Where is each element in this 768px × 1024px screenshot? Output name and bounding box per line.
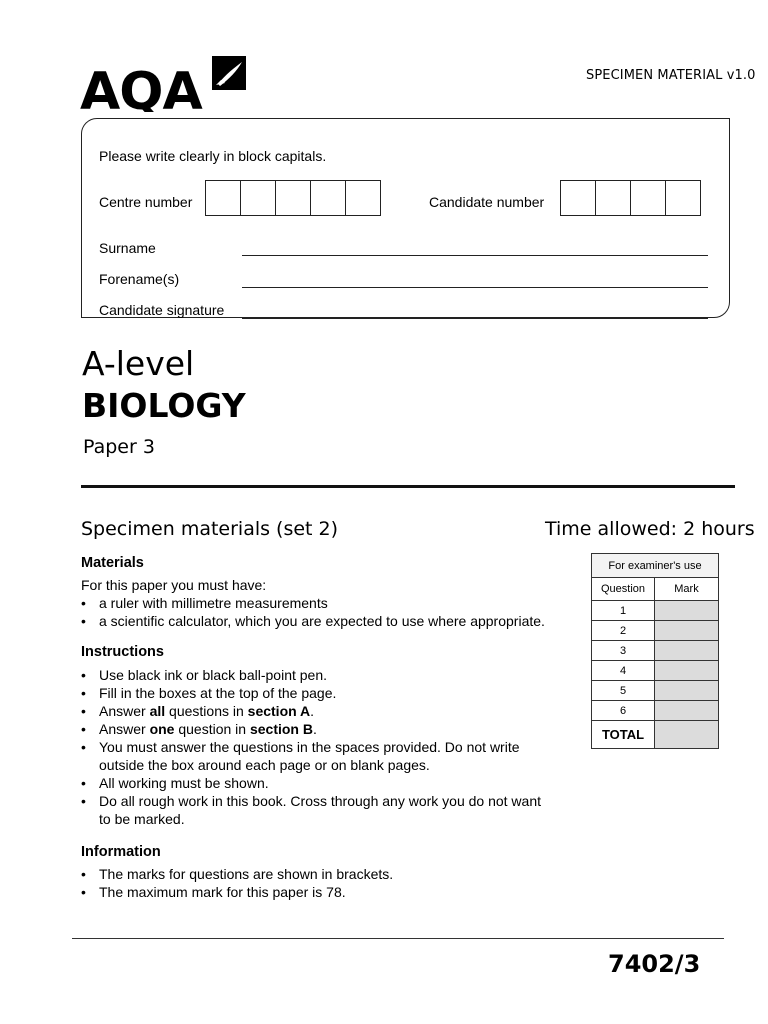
question-number: 5 [592,681,655,701]
candidate-number-digit[interactable] [560,180,596,216]
candidate-number-boxes[interactable] [560,180,701,216]
text-run: Answer [99,703,150,719]
specimen-set: Specimen materials (set 2) [81,518,339,540]
signature-line[interactable] [242,318,708,319]
materials-list [81,594,581,630]
table-row [592,641,719,661]
information-heading: Information [81,844,161,860]
materials-intro: For this paper you must have: [81,577,267,593]
centre-number-digit[interactable] [310,180,346,216]
question-column-header: Question [592,578,655,601]
candidate-number-digit[interactable] [665,180,701,216]
subject-title: BIOLOGY [82,386,246,425]
forename-line[interactable] [242,287,708,288]
list-item: • a ruler with millimetre measurements [81,594,581,612]
centre-number-boxes[interactable] [205,180,381,216]
total-label: TOTAL [592,721,655,749]
mark-cell[interactable] [655,641,719,661]
block-capitals-instruction: Please write clearly in block capitals. [99,148,327,164]
table-row [592,721,719,749]
aqa-leaf-icon [212,56,246,90]
list-item: • You must answer the questions in the spaces provided. Do not write outside the box around each page or on blank pages. [81,738,556,774]
list-item: • Use black ink or black ball-point pen. [81,666,556,684]
candidate-number-digit[interactable] [595,180,631,216]
instructions-heading: Instructions [81,644,164,660]
question-number: 4 [592,661,655,681]
time-allowed: Time allowed: 2 hours [545,518,755,540]
question-number: 1 [592,601,655,621]
mark-column-header: Mark [655,578,719,601]
aqa-logo [80,54,250,112]
list-item: • a scientific calculator, which you are expected to use where appropriate. [81,612,581,630]
candidate-number-label: Candidate number [429,194,545,210]
information-list [81,865,556,901]
table-row [592,621,719,641]
list-item: • All working must be shown. [81,774,556,792]
forename-label: Forename(s) [99,271,180,287]
examiner-table [591,553,719,749]
text-run: . [312,721,317,737]
surname-line[interactable] [242,255,708,256]
mark-cell[interactable] [655,701,719,721]
list-item [81,702,556,720]
centre-number-digit[interactable] [205,180,241,216]
examiner-table-title: For examiner's use [592,554,719,578]
instructions-list [81,666,556,828]
list-item: • Fill in the boxes at the top of the page. [81,684,556,702]
mark-cell[interactable] [655,681,719,701]
text-run: questions in [165,703,248,719]
footer-divider [72,938,724,939]
centre-number-label: Centre number [99,194,193,210]
qualification-level: A-level [82,344,195,383]
materials-heading: Materials [81,555,144,571]
mark-cell[interactable] [655,621,719,641]
paper-number: Paper 3 [83,436,155,458]
total-mark-cell[interactable] [655,721,719,749]
centre-number-digit[interactable] [275,180,311,216]
text-run: question in [174,721,250,737]
list-item: • The maximum mark for this paper is 78. [81,883,556,901]
specimen-label: SPECIMEN MATERIAL v1.0 [586,68,756,83]
list-item: • The marks for questions are shown in brackets. [81,865,556,883]
signature-label: Candidate signature [99,302,225,318]
emphasis: section A [247,703,311,719]
table-row [592,601,719,621]
emphasis: all [149,703,166,719]
question-number: 2 [592,621,655,641]
candidate-number-digit[interactable] [630,180,666,216]
paper-code: 7402/3 [608,950,701,978]
mark-cell[interactable] [655,661,719,681]
centre-number-digit[interactable] [345,180,381,216]
text-run: . [310,703,315,719]
surname-label: Surname [99,240,156,256]
table-row [592,681,719,701]
list-item: • Do all rough work in this book. Cross through any work you do not want to be marked. [81,792,556,828]
emphasis: one [149,721,175,737]
table-row [592,661,719,681]
question-number: 3 [592,641,655,661]
mark-cell[interactable] [655,601,719,621]
svg-text:AQA: AQA [80,62,202,112]
list-item [81,720,556,738]
emphasis: section B [249,721,313,737]
table-row [592,701,719,721]
text-run: Answer [99,721,150,737]
title-divider [81,485,735,488]
question-number: 6 [592,701,655,721]
centre-number-digit[interactable] [240,180,276,216]
